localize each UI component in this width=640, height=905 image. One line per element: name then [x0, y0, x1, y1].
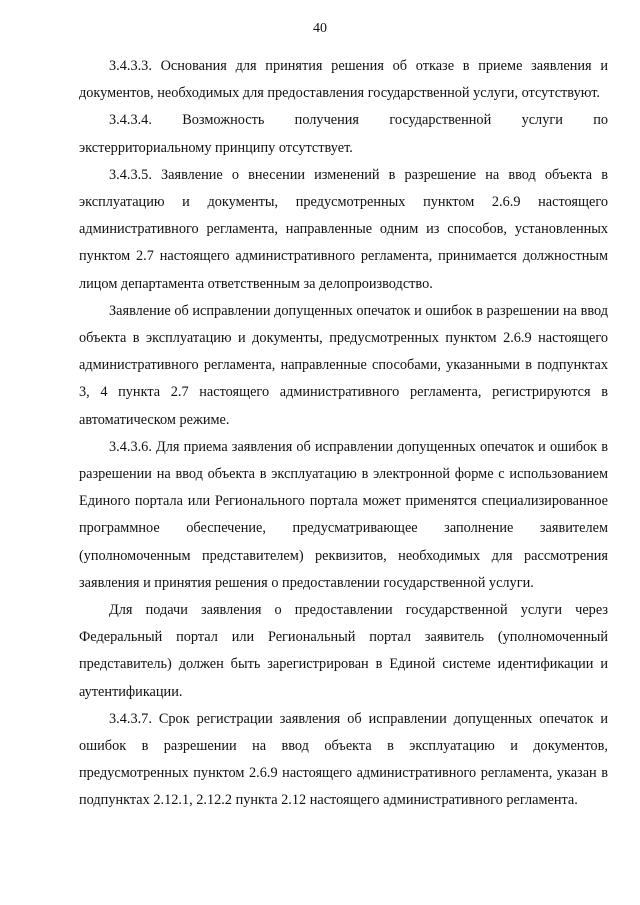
paragraph-3-4-3-3: 3.4.3.3. Основания для принятия решения об отказе в приеме заявления и документов, необходимых для предоставления государственной услуги, отсутствуют. [79, 58, 608, 102]
document-body [79, 53, 608, 815]
paragraph-portal-registration: Для подачи заявления о предоставлении государственной услуги через Федеральный портал или Региональный портал заявитель (уполномоченный представитель) должен быть зарегистрирован в Единой системе идентификации и аутентификации. [79, 602, 608, 700]
paragraph-registration-auto: Заявление об исправлении допущенных опечаток и ошибок в разрешении на ввод объекта в эксплуатацию и документы, предусмотренных пунктом 2.6.9 настоящего административного регламента, направленные способами, указанными в подпунктах 3, 4 пункта 2.7 настоящего административного регламента, регистрируются в автоматическом режиме. [79, 302, 608, 428]
paragraph-3-4-3-4: 3.4.3.4. Возможность получения государственной услуги по экстерриториальному принципу отсутствует. [79, 112, 608, 156]
paragraph-3-4-3-7: 3.4.3.7. Срок регистрации заявления об исправлении допущенных опечаток и ошибок в разрешении на ввод объекта в эксплуатацию и документов, предусмотренных пунктом 2.6.9 настоящего административного регламента, указан в подпунктах 2.12.1, 2.12.2 пункта 2.12 настоящего административного регламента. [79, 710, 608, 809]
paragraph-3-4-3-6: 3.4.3.6. Для приема заявления об исправлении допущенных опечаток и ошибок в разрешении на ввод объекта в эксплуатацию в электронной форме с использованием Единого портала или Регионального портала может применятся специализированное программное обеспечение, предусматривающее заполнение заявителем (уполномоченным представителем) реквизитов, необходимых для рассмотрения заявления и принятия решения о предоставлении государственной услуги. [79, 438, 608, 591]
page-number: 40 [313, 21, 327, 36]
paragraph-3-4-3-5: 3.4.3.5. Заявление о внесении изменений в разрешение на ввод объекта в эксплуатацию и документы, предусмотренных пунктом 2.6.9 настоящего административного регламента, направленные одним из способов, установленных пунктом 2.7 настоящего административного регламента, принимается должностным лицом департамента ответственным за делопроизводство. [79, 166, 608, 292]
